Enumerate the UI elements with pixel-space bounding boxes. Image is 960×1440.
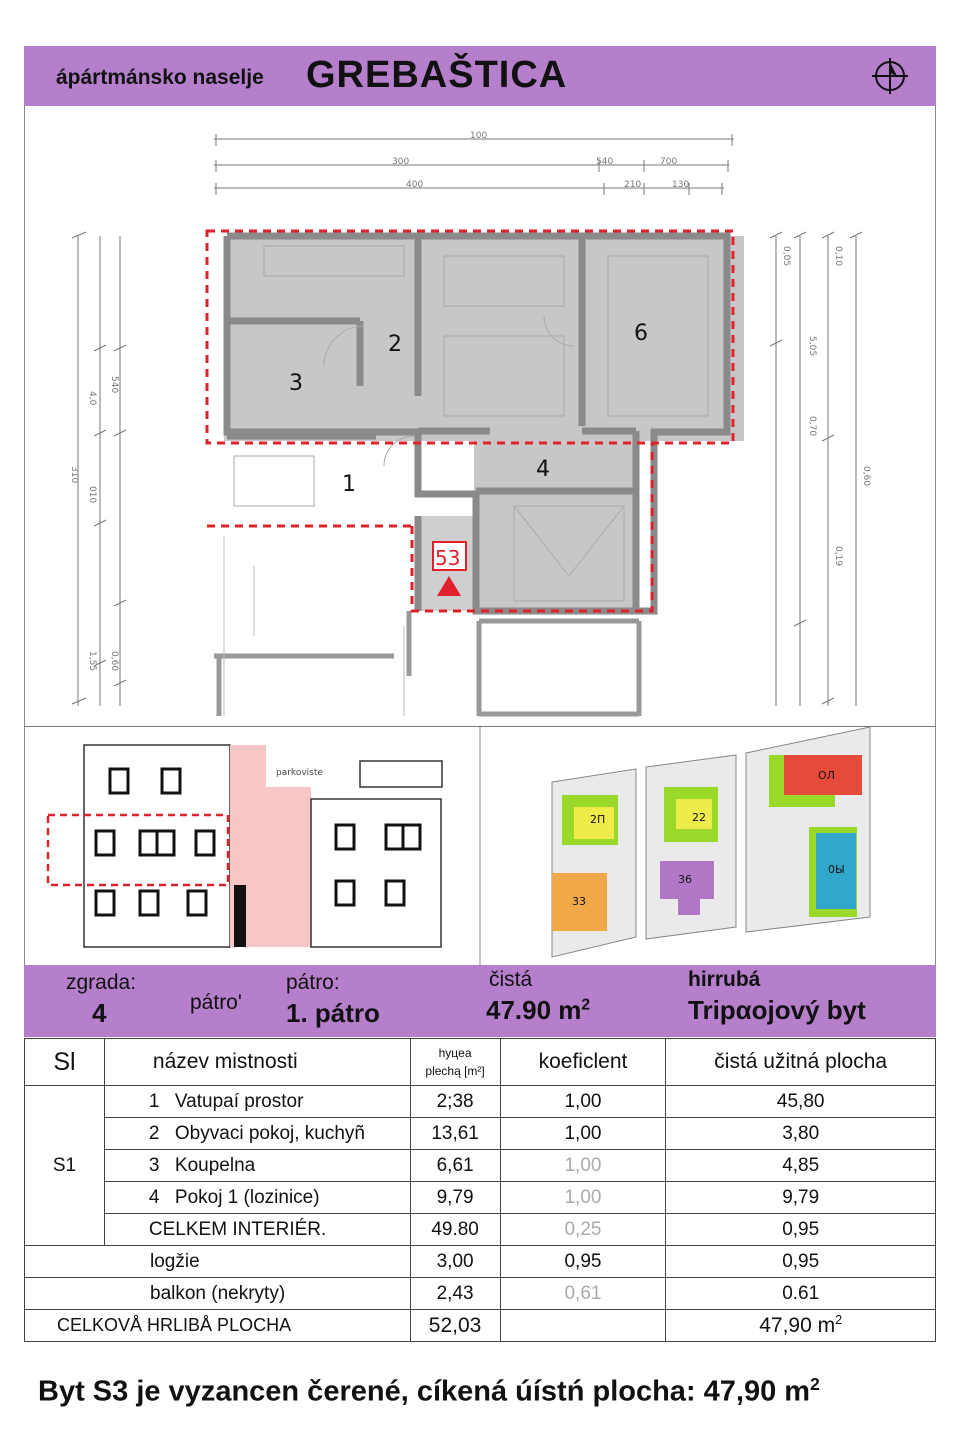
room-number-1: 1 [342, 472, 356, 497]
group-label: S1 [25, 1086, 105, 1246]
header-net: čistá užitná plocha [666, 1039, 936, 1086]
site-label-3: ОЛ [818, 769, 835, 782]
footer-summary: Byt S3 je vyzancen čerené, cíkená úístń plocha: 47,90 $m^2$ [38, 1374, 820, 1408]
site-label-5: 33 [572, 895, 586, 908]
apartment-rooms [224, 236, 744, 611]
room-number-2: 2 [388, 332, 402, 357]
building-elevation-right [311, 799, 441, 947]
table-row-interior-total: CELKEM INTERIÉR. 49.80 0,25 0,95 [25, 1214, 936, 1246]
settlement-name: GREBAŠTICA [306, 54, 568, 96]
table-row: 3 Koupelna 6,61 1,00 4,85 [25, 1150, 936, 1182]
dim-right-6: 0,60 [861, 466, 871, 487]
table-header [25, 1039, 936, 1086]
dim-top-3: 540 [596, 157, 614, 167]
table-row: 4 Pokoj 1 (lozinice) 9,79 1,00 9,79 [25, 1182, 936, 1214]
header-area: hyцea plechą [m²] [410, 1039, 500, 1086]
settlement-label: ápártmánsko naselje [56, 66, 264, 89]
site-label-6: 0Ы [828, 863, 845, 876]
north-arrow-icon [870, 56, 910, 96]
dim-top-5: 400 [406, 180, 424, 190]
area-label: čistá [489, 968, 533, 991]
header-sl: Sl [25, 1039, 105, 1086]
site-label-2: 22 [692, 811, 706, 824]
room-area-table [24, 1038, 936, 1342]
building-value: 4 [92, 998, 107, 1028]
building-label: zgrada: [66, 971, 137, 994]
dim-left-5: 1,55 [87, 651, 97, 672]
table-row-loggia: logžie 3,00 0,95 0,95 [25, 1246, 936, 1278]
table-row: S1 1 Vatupaí prostor 2;38 1,00 45,80 [25, 1086, 936, 1118]
dim-left-4: 540 [109, 376, 119, 394]
site-label-4: 36 [678, 873, 692, 886]
dim-right-3: 0,70 [807, 416, 817, 437]
dim-left-3: 010 [87, 486, 97, 504]
dim-right-5: 0,19 [833, 546, 843, 567]
dim-left-1: 310 [69, 466, 79, 484]
location-diagrams [24, 727, 936, 965]
dim-right-4: 0,10 [833, 246, 843, 267]
dim-top-4: 700 [660, 157, 678, 167]
dim-left-6: 0,60 [109, 651, 119, 672]
table-row-grand-total: CELKOVÅ HRLIBÅ PLOCHA 52,03 47,90 $m^2$ [25, 1310, 936, 1342]
dim-top-2: 300 [392, 157, 410, 167]
site-plan [552, 727, 870, 957]
table-row: 2 Obyvaci pokoj, kuchyñ 13,61 1,00 3,80 [25, 1118, 936, 1150]
site-label-1: 2П [590, 813, 606, 826]
floor-value: 1. pátro [286, 998, 380, 1028]
room-number-4: 4 [536, 457, 550, 482]
parking-label: parkoviste [276, 768, 323, 778]
room-number-6: 6 [634, 321, 648, 346]
dim-top-6: 210 [624, 180, 642, 190]
dim-right-1: 0,05 [781, 246, 791, 267]
header-bar [24, 46, 936, 106]
floor-word: pátro' [190, 991, 242, 1014]
dim-top-7: 130 [672, 180, 690, 190]
unit-marker-label: 53 [435, 546, 461, 570]
unit-info-bar [24, 965, 936, 1037]
dim-top-1: 100 [470, 131, 488, 141]
dim-left-2: 4,0 [87, 391, 97, 406]
table-row-balcony: balkon (nekryty) 2,43 0,61 0.61 [25, 1278, 936, 1310]
header-coef: koeficlent [500, 1039, 666, 1086]
room-number-3: 3 [289, 371, 303, 396]
balcony-walls [214, 611, 639, 716]
dim-right-2: 5,05 [807, 336, 817, 357]
floor-plan [24, 106, 936, 726]
floor-label: pátro: [286, 971, 340, 994]
type-label: hirrubá [688, 968, 761, 991]
type-value: Tripαojový byt [688, 995, 866, 1025]
total-net-area: 47,90 $m^2$ [666, 1310, 936, 1342]
header-name: název mistnosti [104, 1039, 410, 1086]
area-value: 47.90 $m^2$ [486, 995, 591, 1025]
